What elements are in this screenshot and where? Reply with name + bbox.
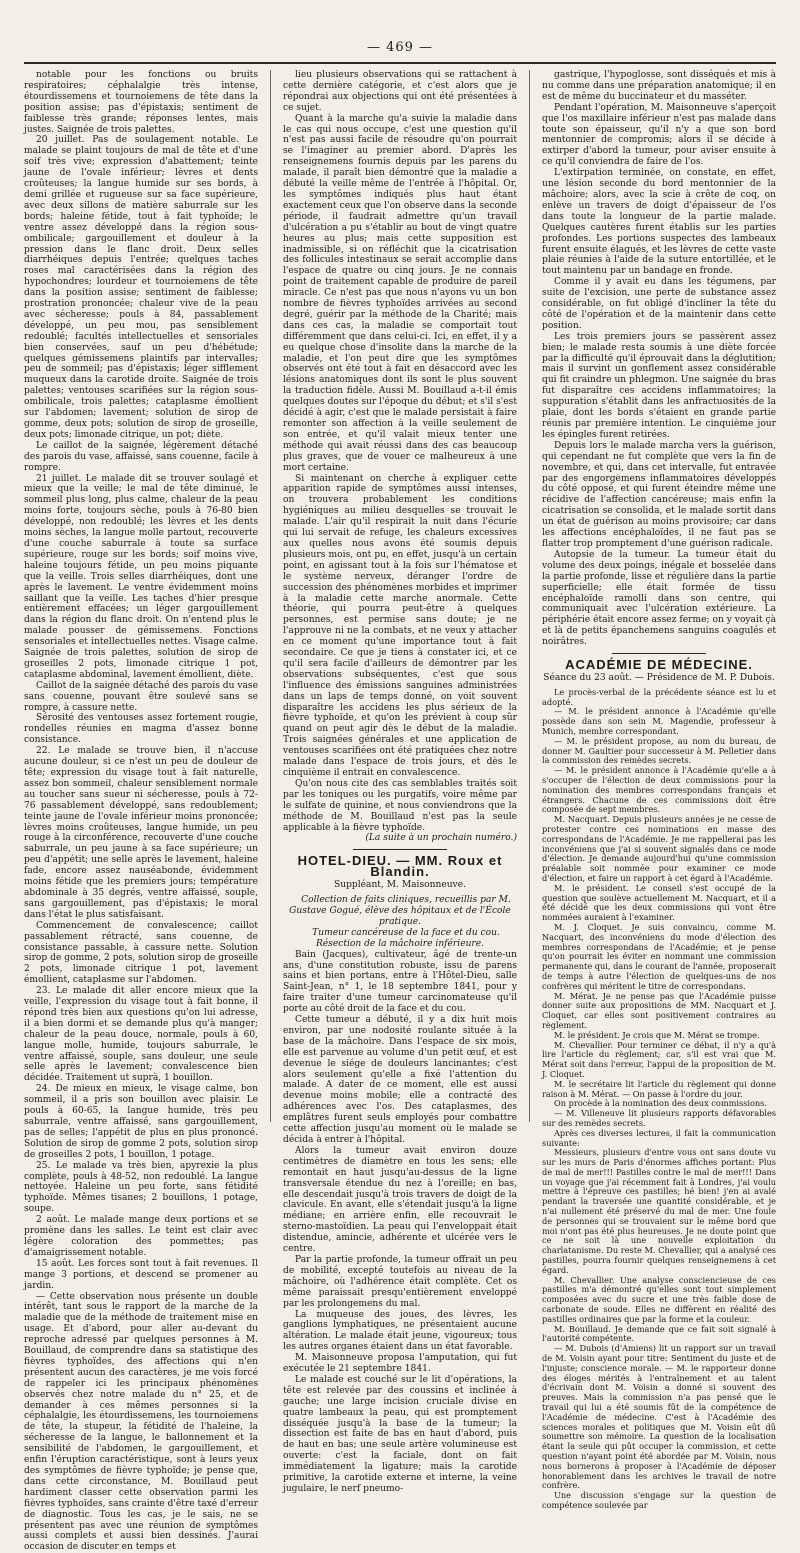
case-title: Tumeur cancéreuse de la face et du cou. Résection de la mâchoire inférieure. xyxy=(283,928,517,950)
proceedings-paragraph: Le procès-verbal de la précédente séance est lu et adopté. xyxy=(542,688,776,708)
column-3-paragraphs xyxy=(542,70,776,648)
text-columns xyxy=(24,70,776,1122)
paragraph: Alors la tumeur avait environ douze centimètres de diamètre en tous les sens; elle remontait en haut jusqu'au-dessus de la ligne transversale étendue du nez à l'oreille; en bas, elle descendait jusqu'à trois travers de doigt de la clavicule. En avant, elle s'étendait jusqu'à la ligne médiane; en arrière enfin, elle recouvrait le sterno-mastoïdien. La peau qui l'enveloppait était distendue, amincie, adhérente et ulcérée vers le centre. xyxy=(283,1146,517,1255)
paragraph: La muqueuse des joues, des lèvres, les ganglions lymphatiques, ne présentaient aucune altération. Le malade était jeune, vigoureux; tous les autres organes étaient dans un état favorable. xyxy=(283,1310,517,1354)
proceedings-paragraph: M. Chevallier. Pour terminer ce débat, il n'y a qu'à lire l'article du règlement; car, s'il est vrai que M. Mérat soit dans l'erreur, l'appui de la proposition de M. J. Cloquet. xyxy=(542,1041,776,1080)
paragraph: Si maintenant on cherche à expliquer cette apparition rapide de symptômes aussi intenses, on trouvera probablement les conditions hygiéniques au milieu desquelles se trouvait le malade. L'air qu'il respirait la nuit dans l'écurie qui lui servait de refuge, les chaleurs excessives aux quelles nous avons été soumis depuis plusieurs mois, ont pu, en effet, jusqu'à un certain point, en agissant tout à la fois sur l'hématose et le système nerveux, déranger l'ordre de succession des phénomènes morbides et imprimer à la maladie cette marche anormale. Cette théorie, qui pourra peut-être à quelques personnes, est permise sans doute; je ne l'approuve ni ne la combats, et ne veux y attacher en ce moment qu'une importance tout à fait secondaire. Ce que je tiens à constater ici, et ce qu'il sera facile d'ailleurs de démontrer par les observations subséquentes, c'est que sous l'influence des émissions sanguines administrées dans un laps de temps donné, on voit souvent disparaître les accidens les plus sérieux de la fièvre typhoïde, et qu'on les prévient à coup sûr quand on peut agir dès le début de la maladie. Trois saignées générales et une application de ventouses scarifiées ont été pratiquées chez notre malade dans l'espace de trois jours, et dès le cinquième il entrait en convalescence. xyxy=(283,474,517,779)
paragraph: notable pour les fonctions ou bruits respiratoires; céphalalgie très intense, étourdissemens et tournoiemens de tête dans la position assise; pas d'épistaxis; sentiment de faiblesse très grande; réponses lentes, mais justes. Saignée de trois palettes. xyxy=(24,70,258,135)
paragraph: Caillot de la saignée détaché des parois du vase sans couenne, pouvant être soulevé sans se rompre, à cassure nette. xyxy=(24,681,258,714)
paragraph: gastrique, l'hypoglosse, sont disséqués et mis à nu comme dans une préparation anatomique; il en est de même du buccinateur et du masséter. xyxy=(542,70,776,103)
proceedings-paragraph: M. Nacquart. Depuis plusieurs années je ne cesse de protester contre ces nominations en masse des correspondans de l'Académie. Je me rappellerai pas les inconvéniens que j'ai si souvent signalés dans ce mode d'élection. Je demande aujourd'hui qu'une commission préalable soit nommée pour examiner ce mode d'élection, et faire un rapport à cet égard à l'Académie. xyxy=(542,815,776,884)
proceedings-paragraph: M. J. Cloquet. Je suis convaincu, comme M. Nacquart, des inconvéniens du mode d'élection des membres correspondans de l'Académie; et je pense qu'on pourrait les éviter en nommant une commission permanente qui, dans le courant de l'année, proposerait de temps à autre l'élection de quelques-uns de nos confrères qui méritent le titre de correspondans. xyxy=(542,923,776,992)
paragraph: 24. De mieux en mieux, le visage calme, bon sommeil, il a pris son bouillon avec plaisir. Le pouls à 60-65, la langue humide, très peu saburrale, ventre affaissé, sans gargouillement, pas de selles; l'appétit de plus en plus prononcé. Solution de sirop de gomme 2 pots, solution sirop de groseilles 2 pots, 1 bouillon, 1 potage. xyxy=(24,1084,258,1160)
column-3 xyxy=(542,70,776,1122)
paragraph: 25. Le malade va très bien, apyrexie la plus complète, pouls à 48-52, non redoublé. La langue nettoyée. Haleine un peu forte, sans fétidité typhoïde. Mêmes tisanes; 2 bouillons, 1 potage, soupe. xyxy=(24,1161,258,1216)
paragraph: 20 juillet. Pas de soulagement notable. Le malade se plaint toujours de mal de tête et d'une soif très vive; expression d'abattement; teinte jaune de l'ovale inférieur; lèvres et dents croûteuses; la langue humide sur ses bords, à demi grillée et rugueuse sur sa face supérieure, avec deux sillons de matière saburrale sur les bords; haleine fétide, tout à fait typhoïde; le ventre assez développé dans la région sous-ombilicale; gargouillement et douleur à la pression dans le flanc droit. Deux selles diarrhéiques depuis l'entrée; quelques taches roses mal caractérisées dans la région des hypochondres; lourdeur et tournoiemens de tête dans la position assise; sentiment de faiblesse; prostration prononcée; chaleur vive de la peau avec sécheresse; pouls à 84, passablement développé, un peu mou, pas sensiblement redoublé; facultés intellectuelles et sensoriales bien conservées, sauf un peu d'hébétude; quelques gémissemens plaintifs par intervalles; peu de sommeil; pas d'épistaxis; léger sifflement muqueux dans la carotide droite. Saignée de trois palettes; ventouses scarifiées sur la région sous-ombilicale, trois palettes; cataplasme émollient sur l'abdomen; lavement; solution de sirop de gomme, deux pots; solution de sirop de groseille, deux pots; limonade citrique, un pot; diète. xyxy=(24,135,258,440)
paragraph: Par la partie profonde, la tumeur offrait un peu de mobilité, excepté toutefois au niveau de la mâchoire, où l'adhérence était complète. Cet os même paraissait presqu'entièrement enveloppé par les prolongemens du mal. xyxy=(283,1255,517,1310)
paragraph: 2 août. Le malade mange deux portions et se promène dans les salles. Le teint est clair avec légère coloration des pommettes; pas d'amaigrissement notable. xyxy=(24,1215,258,1259)
paragraph: Sérosité des ventouses assez fortement rougie, rondelles réunies en magma d'assez bonne consistance. xyxy=(24,713,258,746)
proceedings-paragraph: M. Mérat. Je ne pense pas que l'Académie puisse donner suite aux propositions de MM. Nacquart et J. Cloquet, car elles sont positivement contraires au règlement. xyxy=(542,992,776,1031)
collection-note: Collection de faits cliniques, recueillis par M. Gustave Gogué, élève des hôpitaux et de l'École pratique. xyxy=(283,895,517,928)
academy-session: Séance du 23 août. — Présidence de M. P. Dubois. xyxy=(542,673,776,684)
proceedings-paragraph: — M. le président annonce à l'Académie qu'elle a à s'occuper de l'élection de deux commissions pour la nomination des membres correspondans français et étrangers. Chacune de ces commissions doit être composée de sept membres. xyxy=(542,766,776,815)
hotel-dieu-substitute: Suppléant, M. Maisonneuve. xyxy=(283,880,517,891)
paragraph: 21 juillet. Le malade dit se trouver soulagé et mieux que la veille; le mal de tête diminué, le sommeil plus long, plus calme, chaleur de la peau moins forte, toujours sèche, pouls à 76-80 bien développé, non redoublé; les lèvres et les dents moins sèches, la langue molle partout, recouverte d'une couche saburrale à toute sa surface supérieure, rouge sur les bords; soif moins vive, haleine toujours fétide, un peu moins piquante que la veille. Trois selles diarrhéiques, dont une après le lavement. Le ventre évidemment moins saillant que la veille. Les taches d'hier presque entièrement effacées; un léger gargouillement dans la région du flanc droit. On n'entend plus le malade pousser de gémissemens. Fonctions sensoriales et intellectuelles nettes. Visage calme. Saignée de trois palettes, solution de sirop de groseilles 2 pots, limonade citrique 1 pot, cataplasme abdominal, lavement émollient, diète. xyxy=(24,474,258,681)
column-2-case-paragraphs xyxy=(283,950,517,1495)
paragraph: Les trois premiers jours se passèrent assez bien; le malade resta soumis à une diète forcée par la difficulté qu'il éprouvait dans la déglutition; mais il survint un gonflement assez considérable qui fit craindre un phlegmon. Une saignée du bras fut disparaître ces accidens inflammatoires; la suppuration s'établit dans les anfractuosités de la plaie, dont les bords s'étaient en grande partie réunis par première intention. Le cinquième jour les épingles furent retirées. xyxy=(542,332,776,441)
proceedings-paragraph: M. le président. Je crois que M. Mérat se trompe. xyxy=(542,1031,776,1041)
column-1 xyxy=(24,70,258,1122)
paragraph: Depuis lors le malade marcha vers la guérison, qui cependant ne fut complète que vers la fin de novembre, et qui, dans cet intervalle, fut entravée par des engorgemens inflammatoires développés du côté opposé, et qui furent éteindre même une récidive de l'affection cancéreuse; mais enfin la cicatrisation se consolida, et le malade sortit dans un état de guérison au moins provisoire; car dans les affections encéphaloïdes, il ne faut pas se flatter trop promptement d'une guérison radicale. xyxy=(542,441,776,550)
paragraph: lieu plusieurs observations qui se rattachent à cette dernière catégorie, et c'est alors que je répondrai aux objections qui ont été présentées à ce sujet. xyxy=(283,70,517,114)
proceedings-paragraph: On procède à la nomination des deux commissions. xyxy=(542,1099,776,1109)
proceedings-paragraph: Après ces diverses lectures, il fait la communication suivante: xyxy=(542,1129,776,1149)
paragraph: Commencement de convalescence; caillot passablement rétracté, sans couenne, de consistance passable, à cassure nette. Solution sirop de gomme, 2 pots, solution sirop de groseille 2 pots, limonade citrique 1 pot, lavement émollient, cataplasme sur l'abdomen. xyxy=(24,921,258,986)
proceedings-paragraph: M. Bouillaud. Je demande que ce fait soit signalé à l'autorité compétente. xyxy=(542,1325,776,1345)
paragraph: 22. Le malade se trouve bien, il n'accuse aucune douleur, si ce n'est un peu de douleur de tête; expression du visage tout à fait naturelle, assez bon sommeil, chaleur sensiblement normale au toucher sans sueur ni sécheresse, pouls à 72-76 passablement développé, sans redoublement; teinte jaune de l'ovale inférieur moins prononcée; lèvres moins croûteuses, langue humide, un peu rouge à la circonférence, recouverte d'une couche saburrale, un peu jaune à sa face supérieure; un peu d'appétit; une selle après le lavement, haleine fade, encore assez nauséabonde, évidemment moins fétide que les premiers jours; température abdominale à 35 degrés, ventre affaissé, souple, sans gargouillement, pas d'épistaxis; le moral dans l'état le plus satisfaisant. xyxy=(24,746,258,921)
paragraph: Comme il y avait eu dans les tégumens, par suite de l'excision, une perte de substance assez considérable, on fut obligé d'incliner la tête du côté de l'opération et de la maintenir dans cette position. xyxy=(542,277,776,332)
paragraph: — Cette observation nous présente un double intérêt, tant sous le rapport de la marche de la maladie que de la méthode de traitement mise en usage. Et d'abord, pour aller au-devant du reproche adressé par quelques personnes à M. Bouillaud, de comprendre dans sa statistique des fièvres typhoïdes, des affections qui n'en présentent aucun des caractères, je me vois forcé de rappeler ici les principaux phénomènes observés chez notre malade du n° 25, et de demander à ces mêmes personnes si la céphalalgie, les étourdissemens, les tournoiemens de tête, la stupeur, la fétidité de l'haleine, la sécheresse de la langue, le ballonnement et la sensibilité de l'abdomen, le gargouillement, et enfin l'éruption caractéristique, sont à leurs yeux des symptômes de fièvre typhoïde; je pense que, dans cette circonstance, M. Bouillaud peut hardiment classer cette observation parmi les fièvres typhoïdes, sans crainte d'être taxé d'erreur de diagnostic. Tous les cas, je le sais, ne se présentent pas avec une réunion de symptômes aussi complets et aussi bien dessinés. J'aurai occasion de discuter en temps et xyxy=(24,1292,258,1553)
proceedings-paragraph: M. Chevallier. Une analyse consciencieuse de ces pastilles m'a démontré qu'elles sont tout simplement composées avec du sucre et une très faible dose de carbonate de soude. Elles ne diffèrent en réalité des pastilles ordinaires que par la forme et la couleur. xyxy=(542,1276,776,1325)
column-divider xyxy=(270,70,271,1122)
paragraph: Le caillot de la saignée, légèrement détaché des parois du vase, affaissé, sans couenne, facile à rompre. xyxy=(24,441,258,474)
proceedings-paragraph: — M. Dubois (d'Amiens) lit un rapport sur un travail de M. Voisin ayant pour titre: Sentiment du juste et de l'injuste; conscience morale. — M. le rapporteur donne des éloges mérités à l'entraînement et au talent d'écrivain dont M. Voisin a donné si souvent des preuves. Mais la commission n'a pas pensé que le travail qui lui a été soumis fût de la compétence de l'Académie de médecine. C'est à l'Académie des sciences morales et politiques que M. Voisin eût dû soumettre son mémoire. La question de la localisation étant la seule qui pût occuper la commission, et cette question n'ayant point été abordée par M. Voisin, nous nous bornerons à proposer à l'Académie de déposer honorablement dans les archives le travail de notre confrère. xyxy=(542,1344,776,1491)
section-rule xyxy=(353,849,447,850)
hotel-dieu-heading: HOTEL-DIEU. — MM. Roux et Blandin. xyxy=(283,856,517,878)
continued-note: (La suite à un prochain numéro.) xyxy=(283,833,517,844)
proceedings-paragraph: Une discussion s'engage sur la question de compétence soulevée par xyxy=(542,1491,776,1511)
academy-proceedings xyxy=(542,688,776,1511)
section-rule xyxy=(612,653,706,654)
header-rule xyxy=(24,62,776,64)
paragraph: 23. Le malade dit aller encore mieux que la veille, l'expression du visage tout à fait bonne, il répond très bien aux questions qu'on lui adresse, il a bien dormi et se demande plus qu'à manger; chaleur de la peau douce, normale, pouls à 60, langue molle, humide, toujours saburrale, le ventre affaissé, souple, sans douleur, une seule selle après le lavement; convalescence bien décidée. Traitement ut suprà, 1 bouillon. xyxy=(24,986,258,1084)
column-2-paragraphs xyxy=(283,70,517,833)
paragraph: Pendant l'opération, M. Maisonneuve s'aperçoit que l'os maxillaire inférieur n'est pas malade dans toute son épaisseur, qu'il n'y a que son bord mentonnier de compromis; alors il se décide à extirper d'abord la tumeur, pour aviser ensuite à ce qu'il conviendra de faire de l'os. xyxy=(542,103,776,168)
proceedings-paragraph: Messieurs, plusieurs d'entre vous ont sans doute vu sur les murs de Paris d'énormes affiches portant: Plus de mal de mer!!! Pastilles contre le mal de mer!!! Dans un voyage que j'ai récemment fait à Londres, j'ai voulu mettre à l'épreuve ces pastilles; hé bien! j'en ai avalé pendant la traversée une quantité considérable, et je n'ai nullement été préservé du mal de mer. Une foule de personnes qui se trouvaient sur le même bord que moi n'ont pas été plus heureuses. Je ne doute point que ce ne soit là une nouvelle exploitation du charlatanisme. Du reste M. Chevallier, qui a analysé ces pastilles, pourra fournir quelques renseignemens à cet égard. xyxy=(542,1148,776,1275)
paragraph: M. Maisonneuve proposa l'amputation, qui fut exécutée le 21 septembre 1841. xyxy=(283,1353,517,1375)
page-number: — 469 — xyxy=(0,40,800,55)
paragraph: Qu'on nous cite des cas semblables traités soit par les toniques ou les purgatifs, voire même par le sulfate de quinine, et nous conviendrons que la méthode de M. Bouillaud n'est pas la seule applicable à la fièvre typhoïde. xyxy=(283,779,517,834)
column-2 xyxy=(283,70,517,1122)
paragraph: Bain (Jacques), cultivateur, âgé de trente-un ans, d'une constitution robuste, issu de parens sains et bien portans, entre à l'Hôtel-Dieu, salle Saint-Jean, n° 1, le 18 septembre 1841, pour y faire traiter d'une tumeur carcinomateuse qu'il porte au côté droit de la face et du cou. xyxy=(283,950,517,1015)
proceedings-paragraph: — M. Villeneuve lit plusieurs rapports défavorables sur des remèdes secrets. xyxy=(542,1109,776,1129)
paragraph: Quant à la marche qu'a suivie la maladie dans le cas qui nous occupe, c'est une question qu'il n'est pas aussi facile de résoudre qu'on pourrait se l'imaginer au premier abord. D'après les renseignemens fournis depuis par les parens du malade, il paraît bien démontré que la maladie a débuté la veille même de l'entrée à l'hôpital. Or, les symptômes indiqués plus haut étant exactement ceux que l'on observe dans la seconde période, il faudrait admettre qu'un travail d'ulcération a pu s'établir au bout de vingt quatre heures au plus; mais cette supposition est inadmissible, si on réfléchit que la cicatrisation des follicules intestinaux se serait accomplie dans l'espace de quatre ou cinq jours. Je ne connais point de traitement capable de produire de pareil miracle. Ce n'est pas que nous n'ayons vu un bon nombre de fièvres typhoïdes arrivées au second degré, guérir par la méthode de la Charité; mais dans ces cas, la maladie se comportait tout différemment que dans celui-ci. Ici, en effet, il y a eu quelque chose d'insolite dans la marche de la maladie, et l'on peut dire que les symptômes observés ont été tout à fait en désaccord avec les lésions anatomiques dont ils sont le plus souvent la traduction fidèle. Aussi M. Bouillaud a-t-il émis quelques doutes sur l'époque du début; et s'il s'est décidé à agir, c'est que le malade persistait à faire remonter son affection à la veille seulement de son entrée, et qu'il valait mieux tenter une méthode qui avait réussi dans des cas beaucoup plus graves, que de vouer ce malheureux à une mort certaine. xyxy=(283,114,517,474)
paragraph: L'extirpation terminée, on constate, en effet, une lésion seconde du bord mentonnier de la mâchoire; alors, avec la scie à crête de coq, on enlève un travers de doigt d'épaisseur de l'os dans toute la longueur de la partie malade. Quelques cautères furent établis sur les parties profondes. Les portions suspectes des lambeaux furent ensuite élagués, et les lèvres de cette vaste plaie réunies à l'aide de la suture entortillée, et le tout maintenu par un bandage en fronde. xyxy=(542,168,776,277)
paragraph: 15 août. Les forces sont tout à fait revenues. Il mange 3 portions, et descend se promener au jardin. xyxy=(24,1259,258,1292)
paragraph: Le malade est couché sur le lit d'opérations, la tête est relevée par des coussins et inclinée à gauche; une large incision cruciale divise en quatre lambeaux la peau, qui est promptement disséquée jusqu'à la base de la tumeur; la dissection est faite de bas en haut d'abord, puis de haut en bas; une seule artère volumineuse est ouverte: c'est la faciale, dont on fait immédiatement la ligature; mais la carotide primitive, la carotide externe et interne, la veine jugulaire, le nerf pneumo- xyxy=(283,1375,517,1495)
paragraph: Autopsie de la tumeur. La tumeur était du volume des deux poings, inégale et bosselée dans la partie profonde, lisse et régulière dans la partie superficielle; elle était formée de tissu encéphaloïde ramolli dans son centre, qui communiquait avec l'ulcération extérieure. La périphérie était encore assez ferme; on y voyait çà et là de petits épanchemens sanguins coagulés et noirâtres. xyxy=(542,550,776,648)
paragraph: Cette tumeur a débuté, il y a dix huit mois environ, par une nodosité roulante située à la base de la mâchoire. Dans l'espace de six mois, elle est parvenue au volume d'un petit œuf, et est devenue le siége de douleurs lancinantes; c'est alors seulement qu'elle a fixé l'attention du malade. A dater de ce moment, elle est aussi devenue moins mobile; elle a contracté des adhérences avec l'os. Des cataplasmes, des emplâtres furent seuls employés pour combattre cette affection jusqu'au moment où le malade se décida à entrer à l'hôpital. xyxy=(283,1015,517,1146)
column-divider xyxy=(529,70,530,1122)
proceedings-paragraph: M. le secrétaire lit l'article du règlement qui donne raison à M. Mérat. — On passe à l'ordre du jour. xyxy=(542,1080,776,1100)
proceedings-paragraph: — M. le président annonce à l'Académie qu'elle possède dans son sein M. Magendie, professeur à Munich, membre correspondant. xyxy=(542,707,776,736)
academy-heading: ACADÉMIE DE MÉDECINE. xyxy=(542,660,776,671)
proceedings-paragraph: — M. le président propose, au nom du bureau, de donner M. Gaultier pour successeur à M. Pelletier dans la commission des remèdes secrets. xyxy=(542,737,776,766)
proceedings-paragraph: M. le président. Le conseil s'est occupé de la question que soulève actuellement M. Nacquart, et il a été décidé que les deux commissions qui vont être nommées auraient à l'examiner. xyxy=(542,884,776,923)
